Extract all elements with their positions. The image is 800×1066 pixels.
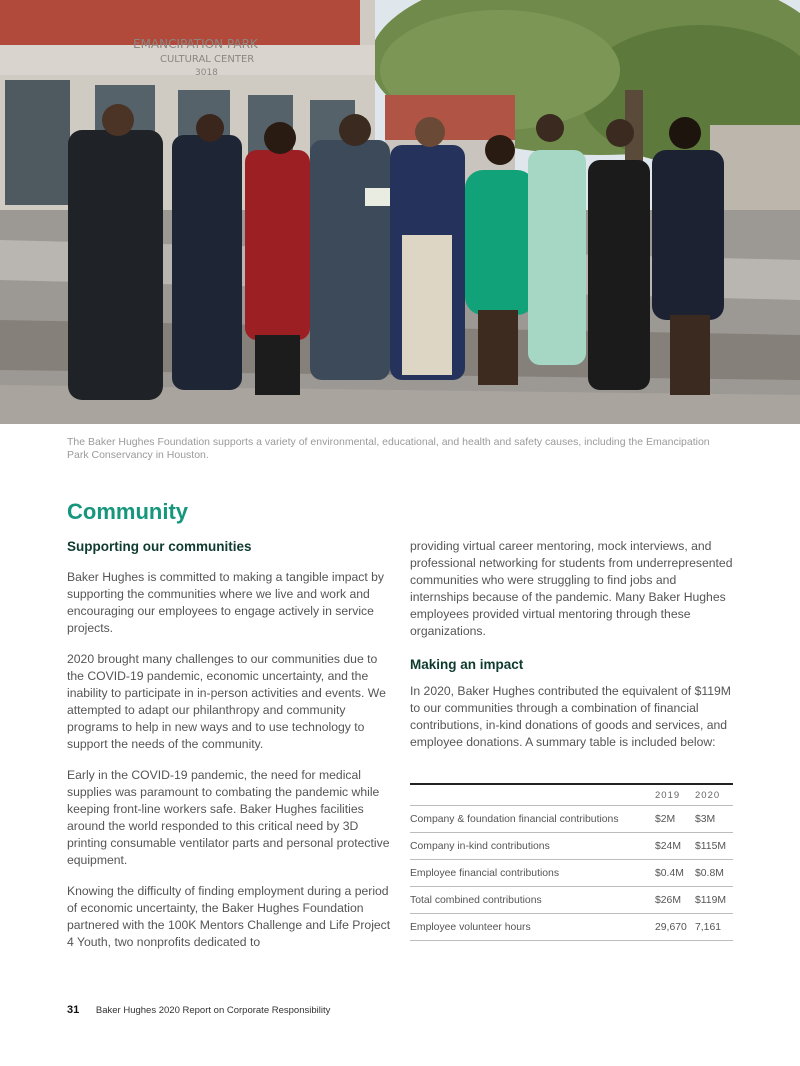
right-heading: Making an impact: [410, 657, 524, 672]
page-number: 31: [67, 1004, 80, 1016]
photo-illustration: [0, 0, 800, 424]
table-cell: Employee volunteer hours: [410, 914, 655, 941]
table-cell: Total combined contributions: [410, 887, 655, 914]
table-header-cell: 2020: [695, 784, 733, 806]
table-row: [410, 806, 733, 833]
left-column: [67, 538, 392, 965]
paragraph: 2020 brought many challenges to our communities due to the COVID-19 pandemic, economic uncertainty, and the inability to participate in in-person activities and events. We attempted to adapt our philanthropy and community programs to help in new ways and to use technology to support the needs of the community.: [67, 652, 386, 751]
table-cell: 7,161: [695, 914, 733, 941]
section-title: Community: [67, 499, 188, 524]
table-cell: $3M: [695, 806, 733, 833]
sign-line1: EMANCIPATION PARK: [133, 37, 258, 51]
photo-caption: The Baker Hughes Foundation supports a variety of environmental, educational, and health and safety causes, including the Emancipation Park Conservancy in Houston.: [67, 436, 710, 461]
table-cell: 29,670: [655, 914, 695, 941]
paragraph: Early in the COVID-19 pandemic, the need for medical supplies was paramount to combating the pandemic while keeping front-line workers safe. Baker Hughes facilities around the world responded to this critical need by 3D printing consumable ventilator parts and personal protective equipment.: [67, 768, 390, 867]
table-cell: $24M: [655, 833, 695, 860]
sign-line2: CULTURAL CENTER: [160, 54, 255, 65]
table-cell: $119M: [695, 887, 733, 914]
right-column: [410, 538, 735, 751]
paragraph: providing virtual career mentoring, mock interviews, and professional networking for students from underrepresented communities who were struggling to find jobs and internships because of the pandemic. Many Baker Hughes employees provided virtual mentoring through these organizations.: [410, 539, 733, 638]
table-row: [410, 860, 733, 887]
table-cell: Employee financial contributions: [410, 860, 655, 887]
table-header-cell: 2019: [655, 784, 695, 806]
sign-line3: 3018: [195, 68, 218, 78]
table-cell: $115M: [695, 833, 733, 860]
left-heading: Supporting our communities: [67, 539, 252, 554]
table-cell: Company & foundation financial contributions: [410, 806, 655, 833]
group-photo: [0, 0, 800, 424]
paragraph: Knowing the difficulty of finding employment during a period of economic uncertainty, the Baker Hughes Foundation partnered with the 100K Mentors Challenge and Life Project 4 Youth, two nonprofits dedicated to: [67, 884, 391, 949]
report-title: Baker Hughes 2020 Report on Corporate Responsibility: [95, 1005, 331, 1016]
paragraph: In 2020, Baker Hughes contributed the equivalent of $119M to our communities through a combination of financial contributions, in-kind donations of goods and services, and employee donations. A summary table is included below:: [410, 684, 731, 749]
table-header-cell: [410, 784, 655, 806]
table-header-row: [410, 784, 733, 806]
table-cell: $26M: [655, 887, 695, 914]
contributions-table: [410, 783, 733, 941]
table-row: [410, 914, 733, 941]
table-cell: $0.4M: [655, 860, 695, 887]
page-footer: [67, 1004, 330, 1016]
table-cell: $2M: [655, 806, 695, 833]
table-row: [410, 887, 733, 914]
table-row: [410, 833, 733, 860]
table-cell: Company in-kind contributions: [410, 833, 655, 860]
paragraph: Baker Hughes is committed to making a tangible impact by supporting the communities where we live and work and encouraging our employees to engage actively in service projects.: [67, 570, 385, 635]
table-cell: $0.8M: [695, 860, 733, 887]
